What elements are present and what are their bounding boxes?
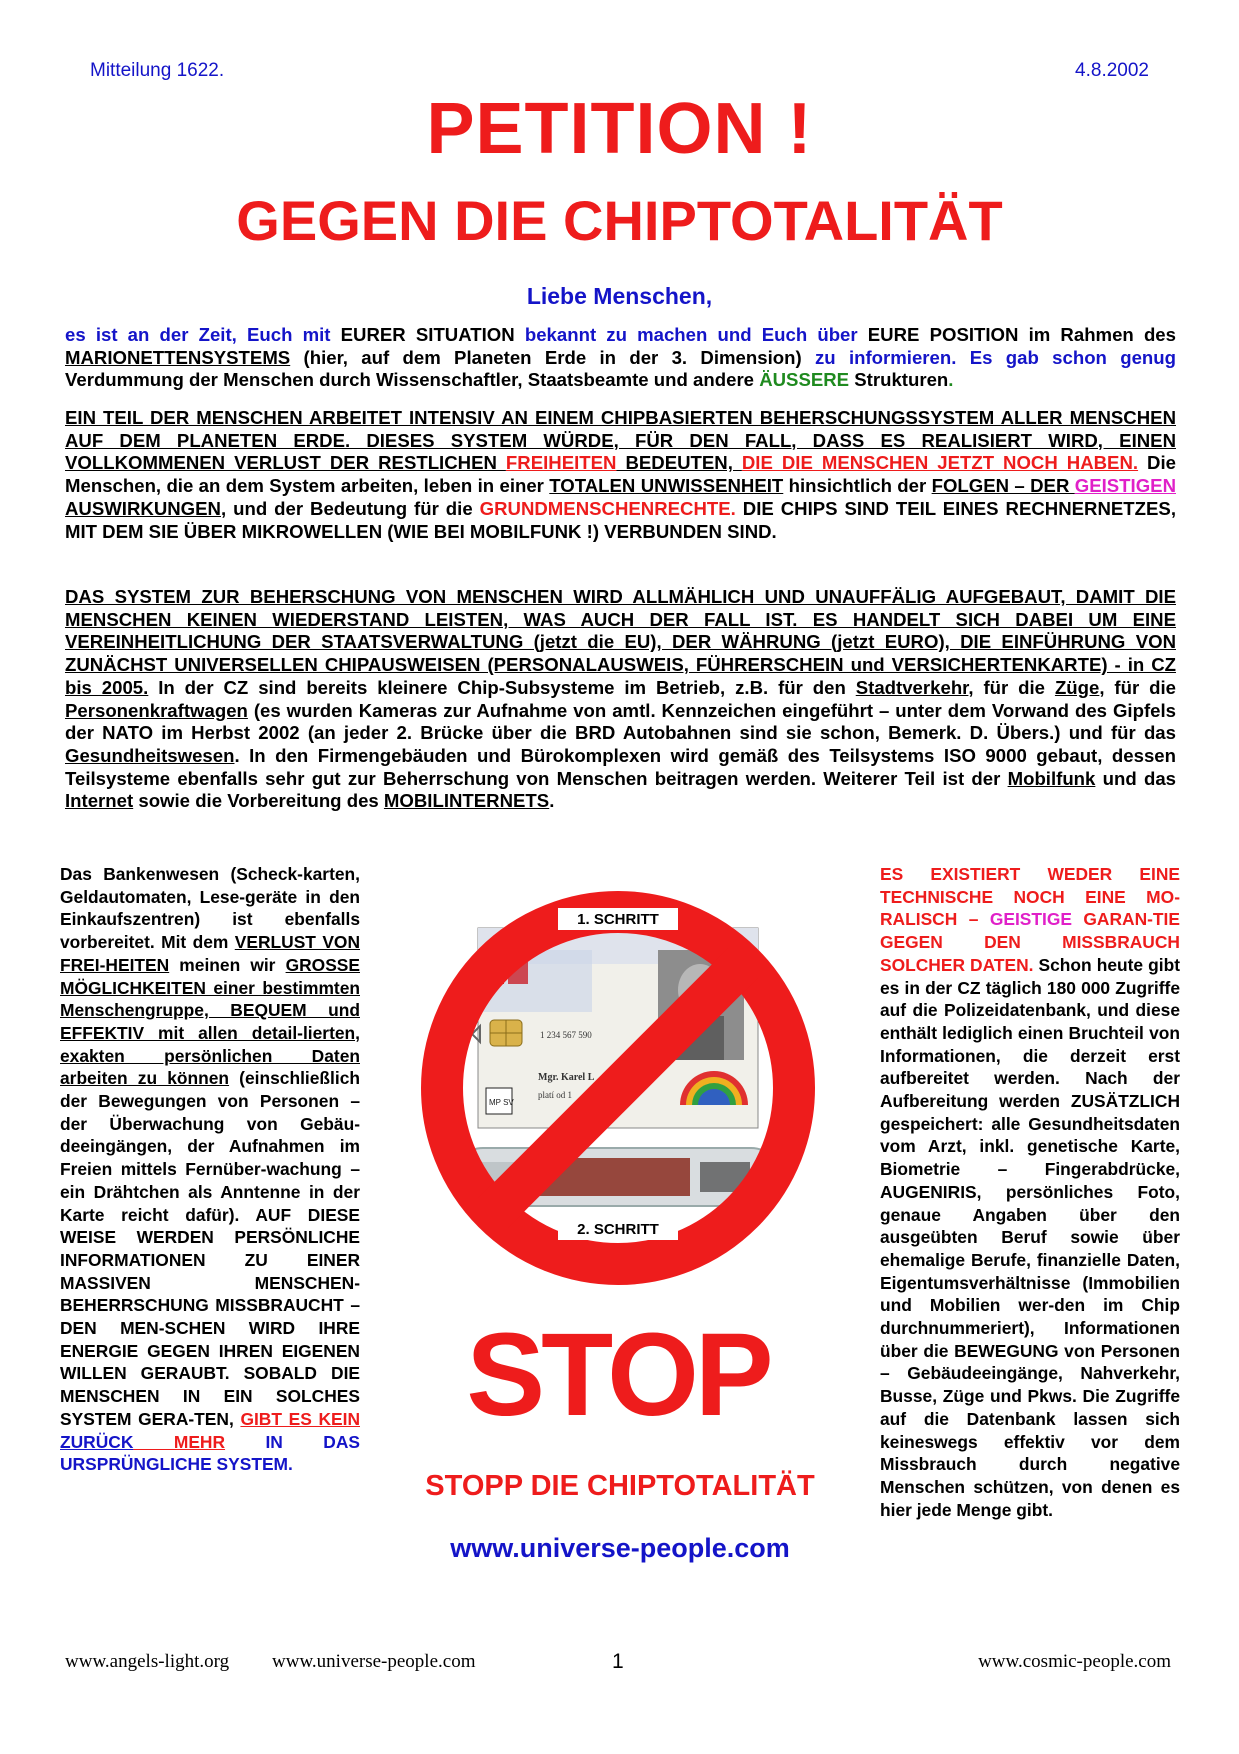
slogan: STOPP DIE CHIPTOTALITÄT (425, 1470, 815, 1502)
text-span: GROSSE MÖGLICHKEITEN einer bestimmten Menschengruppe, BEQUEM und EFFEKTIV mit allen detail-lierten, exakten persönlichen Daten arbeiten zu können (60, 954, 360, 1089)
text-span: , für die (1099, 676, 1176, 698)
right-column-text (880, 863, 1180, 1521)
text-span: FREIHEITEN (505, 452, 617, 474)
text-span: Verdummung der Menschen durch Wissenschaftler, Staatsbeamte und andere (65, 369, 760, 391)
text-span: VERLUST VON FREI-HEITEN (60, 932, 361, 975)
text-span: EURER SITUATION (340, 324, 525, 345)
text-span: Personenkraftwagen (65, 699, 248, 721)
text-span: ÄUSSERE (759, 369, 850, 391)
text-span: MARIONETTENSYSTEMS (65, 346, 291, 368)
text-span: DIE CHIPS SIND TEIL EINES RECHNERNETZES, MIT DEM SIE ÜBER MIKROWELLEN (WIE BEI MOBILFUNK !) VERBUNDEN SIND. (65, 497, 1176, 542)
text-span: DAS SYSTEM ZUR BEHERSCHUNG VON MENSCHEN WIRD ALLMÄHLICH UND UNAUFFÄLIG AUFGEBAUT, DAMIT DIE MENSCHEN KEINEN WIEDERSTAND LEISTEN, WAS AUCH DER FALL IST. ES HANDELT SICH DABEI UM EINE VEREINHEITLICHUNG DER STAATSVERWALTUNG (jetzt die EU), DER WÄHRUNG (jetzt EURO), DIE EINFÜHRUNG VON ZUNÄCHST UNIVERSELLEN CHIPAUSWEISEN (PERSONALAUSWEIS, FÜHRERSCHEIN und VERSICHERTENKARTE) - in CZ bis 2005. (65, 586, 1176, 698)
intro-paragraph (65, 324, 1176, 392)
text-span: es ist an der Zeit, Euch mit (65, 324, 341, 345)
card-valid: platí od 1 (538, 1090, 572, 1100)
text-span: sowie die Vorbereitung des (133, 790, 384, 812)
text-span: GIBT ES KEIN (240, 1408, 360, 1429)
text-span: TOTALEN UNWISSENHEIT (549, 475, 784, 497)
left-column-text (60, 863, 360, 1476)
text-span: Die Menschen, die an dem System arbeiten, leben in einer (65, 452, 1176, 497)
text-span: zu informieren. Es gab schon genug (814, 346, 1176, 368)
text-span: Gesundheitswesen (65, 744, 235, 766)
text-span: FOLGEN – DER (931, 475, 1075, 497)
text-span: GARAN-TIE GEGEN DEN MISSBRAUCH SOLCHER DATEN. (880, 909, 1180, 975)
text-span: BEDEUTEN, (616, 452, 742, 474)
card-name: Mgr. Karel L (538, 1072, 595, 1083)
text-span: ZURÜCK (60, 1431, 134, 1452)
text-span: GEISTIGE (989, 909, 1072, 930)
text-span: . (549, 790, 555, 812)
text-span: Züge (1054, 676, 1100, 698)
text-span: Stadtverkehr (855, 676, 969, 698)
text-span: (es wurden Kameras zur Aufnahme von amtl. Kennzeichen eingeführt – unter dem Vorwand des Gipfels der NATO im Herbst 2002 (an jeder 2. Brücke über die BRD Autobahnen sind sie schon, Bemerk. D. Übers.) und für das (65, 699, 1176, 744)
footer-link-angels-light[interactable]: www.angels-light.org (65, 1651, 230, 1672)
text-span: MEHR (133, 1431, 226, 1452)
text-span: hinsichtlich der (783, 475, 932, 497)
page-number: 1 (612, 1650, 624, 1673)
page-title: PETITION ! (426, 89, 813, 169)
text-span: . (948, 369, 954, 391)
step1-label: 1. SCHRITT (577, 911, 659, 928)
control-system-paragraph (65, 586, 1176, 813)
text-span: Schon heute gibt es in der CZ täglich 180 000 Zugriffe auf die Polizeidatenbank, und diese enthält lediglich einen Bruchteil von Informationen, die derzeit erst aufbereitet werden. Nach der Aufbereitung werden ZUSÄTZLICH gespeichert: alle Gesundheitsdaten vom Arzt, inkl. genetische Karte, Biometrie – Fingerabdrücke, AUGENIRIS, persönliches Foto, genaue Angaben über den ausgeübten Beruf sowie über ehemalige Berufe, finanzielle Daten, Eigentumsverhältnisse (Immobilien und Mobilien wer-den im Chip durchnummeriert), Informationen über die BEWEGUNG von Personen – Gebäudeeingänge, Nahverkehr, Busse, Züge und Pkws. Die Zugriffe auf die Datenbank lassen sich keineswegs effektiv vor dem Missbrauch durch negative Menschen schützen, von denen es hier jede Menge gibt. (880, 954, 1180, 1520)
header-date: 4.8.2002 (1075, 60, 1149, 81)
text-span: IN DAS URSPRÜNGLICHE SYSTEM. (60, 1431, 360, 1475)
mpsv-logo-text: MP SV (489, 1098, 514, 1107)
stop-chip-graphic (380, 880, 860, 1570)
text-span: (einschließlich der Bewegungen von Personen – der Überwachung von Gebäu-deeingängen, der Aufnahmen im Freien mittels Fernüber-wachung – ein Drähtchen als Anntenne in der Karte reicht dafür). AUF DIESE WEISE WERDEN PERSÖNLICHE INFORMATIONEN ZU EINER MASSIVEN MENSCHEN-BEHERRSCHUNG MISSBRAUCHT – DEN MEN-SCHEN WIRD IHRE ENERGIE GEGEN IHREN EIGENEN WILLEN GERAUBT. SOBALD DIE MENSCHEN IN EIN SOLCHES SYSTEM GERA-TEN, (60, 1068, 360, 1429)
text-span: Das Bankenwesen (Scheck-karten, Geldautomaten, Lese-geräte in den Einkaufszentren) ist ebenfalls vorbereitet. Mit dem (60, 864, 360, 953)
footer-link-universe-people[interactable]: www.universe-people.com (272, 1651, 476, 1672)
text-span: GRUNDMENSCHENRECHTE. (479, 497, 736, 519)
website-link[interactable]: www.universe-people.com (450, 1533, 790, 1563)
text-span: Strukturen (849, 369, 949, 391)
footer-link-cosmic-people[interactable]: www.cosmic-people.com (978, 1651, 1171, 1672)
chip-system-paragraph (65, 407, 1176, 543)
card-number: 1 234 567 590 (540, 1030, 592, 1040)
step2-label: 2. SCHRITT (577, 1221, 659, 1238)
text-span: In der CZ sind bereits kleinere Chip-Subsysteme im Betrieb, z.B. für den (148, 676, 856, 698)
text-span: EIN TEIL DER MENSCHEN ARBEITET INTENSIV AN EINEM CHIPBASIERTEN BEHERSCHUNGSSYSTEM ALLER MENSCHEN AUF DEM PLANETEN ERDE. DIESES SYSTEM WÜRDE, FÜR DEN FALL, DASS ES REALISIERT WIRD, EINEN VOLLKOMMENEN VERLUST DER RESTLICHEN (65, 407, 1176, 474)
text-span: Internet (65, 790, 134, 812)
text-span: und das (1095, 767, 1177, 789)
text-span: DIE DIE MENSCHEN JETZT NOCH HABEN. (741, 452, 1139, 474)
text-span: GEISTIGEN (1074, 475, 1176, 497)
header-message-number: Mitteilung 1622. (90, 60, 225, 81)
text-span: meinen wir (169, 954, 286, 975)
text-span: EURE POSITION im Rahmen des (867, 324, 1176, 345)
text-span: (hier, auf dem Planeten Erde in der 3. Dimension) (290, 346, 815, 368)
text-span: . In den Firmengebäuden und Bürokomplexen wird gemäß des Teilsystems ISO 9000 gebaut, dessen Teilsysteme ebenfalls sehr gut zur Beherrschung von Menschen beitragen werden. Weiterer Teil ist der (65, 744, 1176, 789)
page-subtitle: GEGEN DIE CHIPTOTALITÄT (236, 189, 1003, 252)
text-span: Mobilfunk (1007, 767, 1096, 789)
greeting: Liebe Menschen, (526, 283, 713, 309)
text-span: ES EXISTIERT WEDER EINE TECHNISCHE NOCH EINE MO-RALISCH – (880, 864, 1180, 930)
text-span: , und der Bedeutung für die (220, 497, 480, 519)
prohibition-sign-graphic (380, 880, 860, 1480)
text-span: bekannt zu machen und Euch über (524, 324, 868, 345)
text-span: MOBILINTERNETS (383, 790, 550, 812)
stop-word: STOP (466, 1309, 770, 1441)
text-span: , für die (968, 676, 1055, 698)
text-span: AUSWIRKUNGEN (65, 497, 221, 519)
